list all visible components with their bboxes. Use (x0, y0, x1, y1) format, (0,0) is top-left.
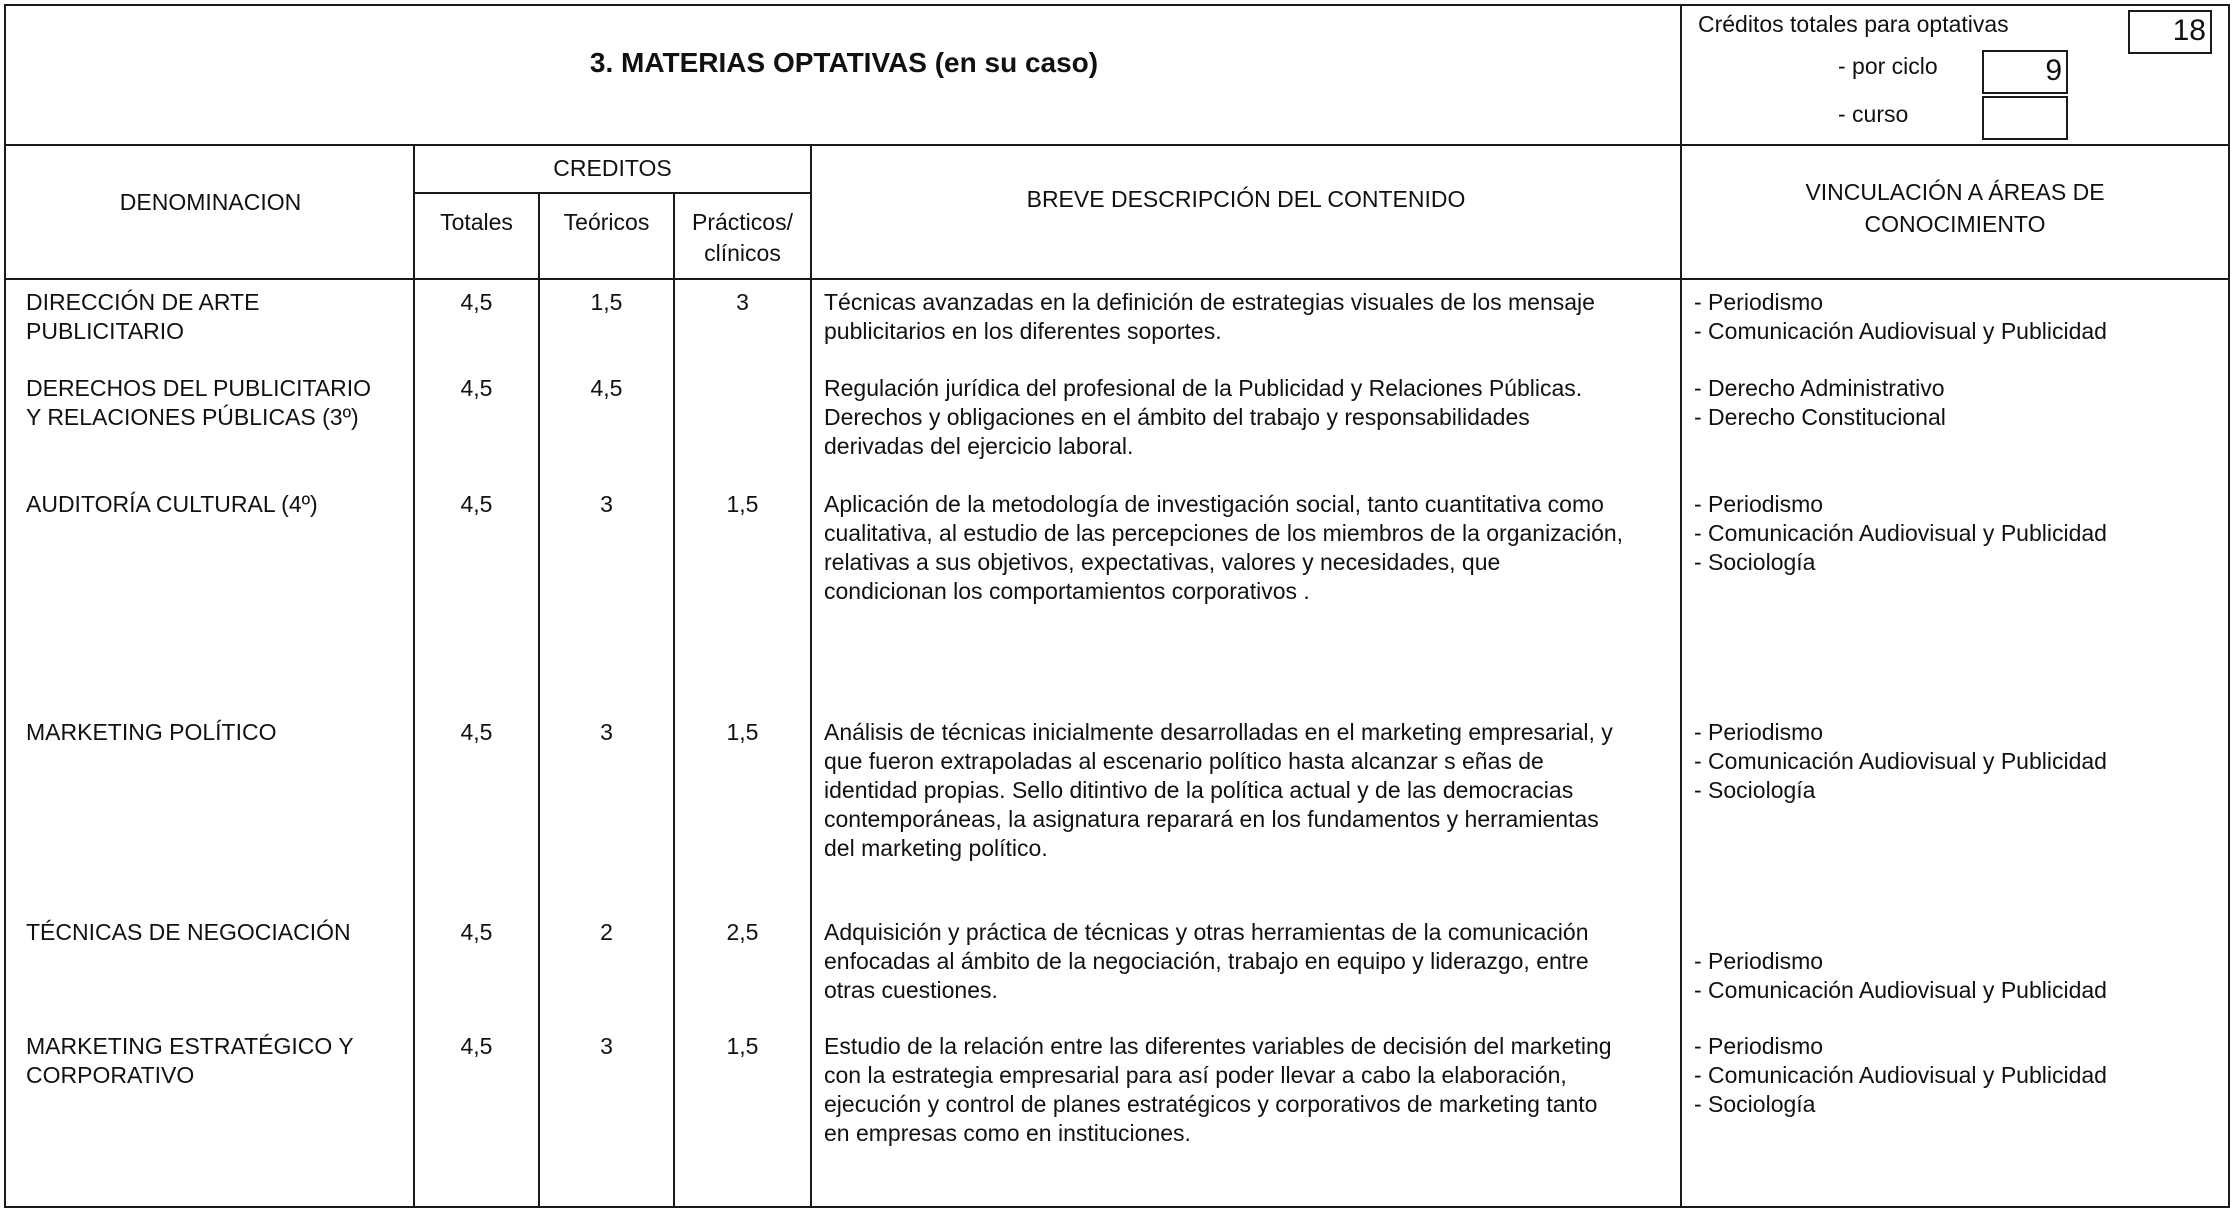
subject-description-line: derivadas del ejercicio laboral. (824, 433, 1134, 459)
col-header-teoricos: Teóricos (563, 209, 650, 235)
subject-description-line: Adquisición y práctica de técnicas y otras herramientas de la comunicación (824, 919, 1589, 945)
knowledge-area-item: - Comunicación Audiovisual y Publicidad (1694, 1062, 2107, 1088)
col-line-practicos (810, 144, 812, 1208)
col-header-totales: Totales (440, 209, 513, 235)
credits-totales-cell: 4,5 (460, 1033, 493, 1059)
credits-teoricos-cell: 3 (600, 491, 613, 517)
credits-totales-cell: 4,5 (460, 375, 493, 401)
credits-teoricos-cell: 4,5 (590, 375, 623, 401)
subject-description-line: que fueron extrapoladas al escenario político hasta alcanzar s eñas de (824, 748, 1544, 774)
subject-description-line: del marketing político. (824, 835, 1048, 861)
credits-practicos-cell: 1,5 (726, 491, 759, 517)
knowledge-area-item: - Periodismo (1694, 491, 1824, 517)
credits-teoricos-cell: 3 (600, 1033, 613, 1059)
knowledge-area-item: - Comunicación Audiovisual y Publicidad (1694, 520, 2107, 546)
subject-description-line: Regulación jurídica del profesional de la Publicidad y Relaciones Públicas. (824, 375, 1583, 401)
credits-teoricos-cell: 1,5 (590, 289, 623, 315)
knowledge-area-item: - Periodismo (1694, 289, 1824, 315)
subject-description-line: Derechos y obligaciones en el ámbito del trabajo y responsabilidades (824, 404, 1530, 430)
knowledge-area-item: - Sociología (1694, 777, 1816, 803)
subject-name: PUBLICITARIO (26, 318, 185, 344)
subject-description-line: Técnicas avanzadas en la definición de estrategias visuales de los mensaje (824, 289, 1595, 315)
credits-teoricos-cell: 3 (600, 719, 613, 745)
credits-practicos-cell: 3 (736, 289, 749, 315)
knowledge-area-item: - Comunicación Audiovisual y Publicidad (1694, 318, 2107, 344)
subject-name: MARKETING ESTRATÉGICO Y (26, 1033, 354, 1059)
subject-name: DIRECCIÓN DE ARTE (26, 289, 260, 315)
knowledge-area-item: - Periodismo (1694, 1033, 1824, 1059)
credits-practicos-cell: 1,5 (726, 1033, 759, 1059)
knowledge-area-item: - Sociología (1694, 1091, 1816, 1117)
subject-name: Y RELACIONES PÚBLICAS (3º) (26, 404, 359, 430)
per-cycle-label: - por ciclo (1838, 53, 1938, 79)
credits-total-label: Créditos totales para optativas (1698, 11, 2009, 37)
creditos-sub-line (413, 192, 812, 194)
course-label: - curso (1838, 101, 1909, 127)
credits-total-box: 18 (2128, 10, 2212, 54)
knowledge-area-item: - Periodismo (1694, 948, 1824, 974)
credits-teoricos-cell: 2 (600, 919, 613, 945)
credits-totales-cell: 4,5 (460, 289, 493, 315)
subject-description-line: condicionan los comportamientos corporativos . (824, 578, 1310, 604)
subject-description-line: Estudio de la relación entre las diferentes variables de decisión del marketing (824, 1033, 1612, 1059)
subject-description-line: con la estrategia empresarial para así poder llevar a cabo la elaboración, (824, 1062, 1567, 1088)
left-border (4, 4, 6, 1208)
subject-description-line: contemporáneas, la asignatura reparará en los fundamentos y herramientas (824, 806, 1599, 832)
per-cycle-box: 9 (1982, 50, 2068, 94)
col-header-creditos: CREDITOS (553, 155, 672, 181)
knowledge-area-item: - Comunicación Audiovisual y Publicidad (1694, 748, 2107, 774)
subject-description-line: Aplicación de la metodología de investigación social, tanto cuantitativa como (824, 491, 1604, 517)
subject-name: MARKETING POLÍTICO (26, 719, 277, 745)
subject-description-line: identidad propias. Sello ditintivo de la política actual y de las democracias (824, 777, 1574, 803)
subject-description-line: Análisis de técnicas inicialmente desarrolladas en el marketing empresarial, y (824, 719, 1613, 745)
credits-totales-cell: 4,5 (460, 491, 493, 517)
knowledge-area-item: - Derecho Administrativo (1694, 375, 1945, 401)
credits-practicos-cell: 2,5 (726, 919, 759, 945)
subject-description-line: en empresas como en instituciones. (824, 1120, 1191, 1146)
col-header-practicos-line1: Prácticos/ (692, 209, 793, 235)
subject-description-line: publicitarios en los diferentes soportes. (824, 318, 1222, 344)
subject-description-line: relativas a sus objetivos, expectativas, valores y necesidades, que (824, 549, 1501, 575)
knowledge-area-item: - Periodismo (1694, 719, 1824, 745)
knowledge-area-item: - Sociología (1694, 549, 1816, 575)
course-box (1982, 96, 2068, 140)
subject-name: CORPORATIVO (26, 1062, 195, 1088)
col-header-denominacion: DENOMINACION (119, 189, 302, 215)
top-border (4, 4, 2230, 6)
subject-name: AUDITORÍA CULTURAL (4º) (26, 491, 318, 517)
subject-description-line: enfocadas al ámbito de la negociación, trabajo en equipo y liderazgo, entre (824, 948, 1589, 974)
subject-name: DERECHOS DEL PUBLICITARIO (26, 375, 372, 401)
subject-description-line: cualitativa, al estudio de las percepciones de los miembros de la organización, (824, 520, 1624, 546)
subject-description-line: ejecución y control de planes estratégicos y corporativos de marketing tanto (824, 1091, 1598, 1117)
col-header-practicos-line2: clínicos (704, 240, 781, 266)
col-header-vinculacion-line2: CONOCIMIENTO (1864, 211, 2046, 237)
credits-practicos-cell: 1,5 (726, 719, 759, 745)
columns-bottom-line (4, 278, 2230, 280)
subject-name: TÉCNICAS DE NEGOCIACIÓN (26, 919, 351, 945)
subject-description-line: otras cuestiones. (824, 977, 998, 1003)
page-title: 3. MATERIAS OPTATIVAS (en su caso) (589, 47, 1099, 78)
right-border (2228, 4, 2230, 1208)
header-bottom-line (4, 144, 2230, 146)
credits-totales-cell: 4,5 (460, 919, 493, 945)
col-header-vinculacion-line1: VINCULACIÓN A ÁREAS DE (1805, 179, 2105, 205)
col-header-descripcion: BREVE DESCRIPCIÓN DEL CONTENIDO (1026, 186, 1466, 212)
bottom-border (4, 1206, 2230, 1208)
knowledge-area-item: - Comunicación Audiovisual y Publicidad (1694, 977, 2107, 1003)
knowledge-area-item: - Derecho Constitucional (1694, 404, 1946, 430)
credits-totales-cell: 4,5 (460, 719, 493, 745)
